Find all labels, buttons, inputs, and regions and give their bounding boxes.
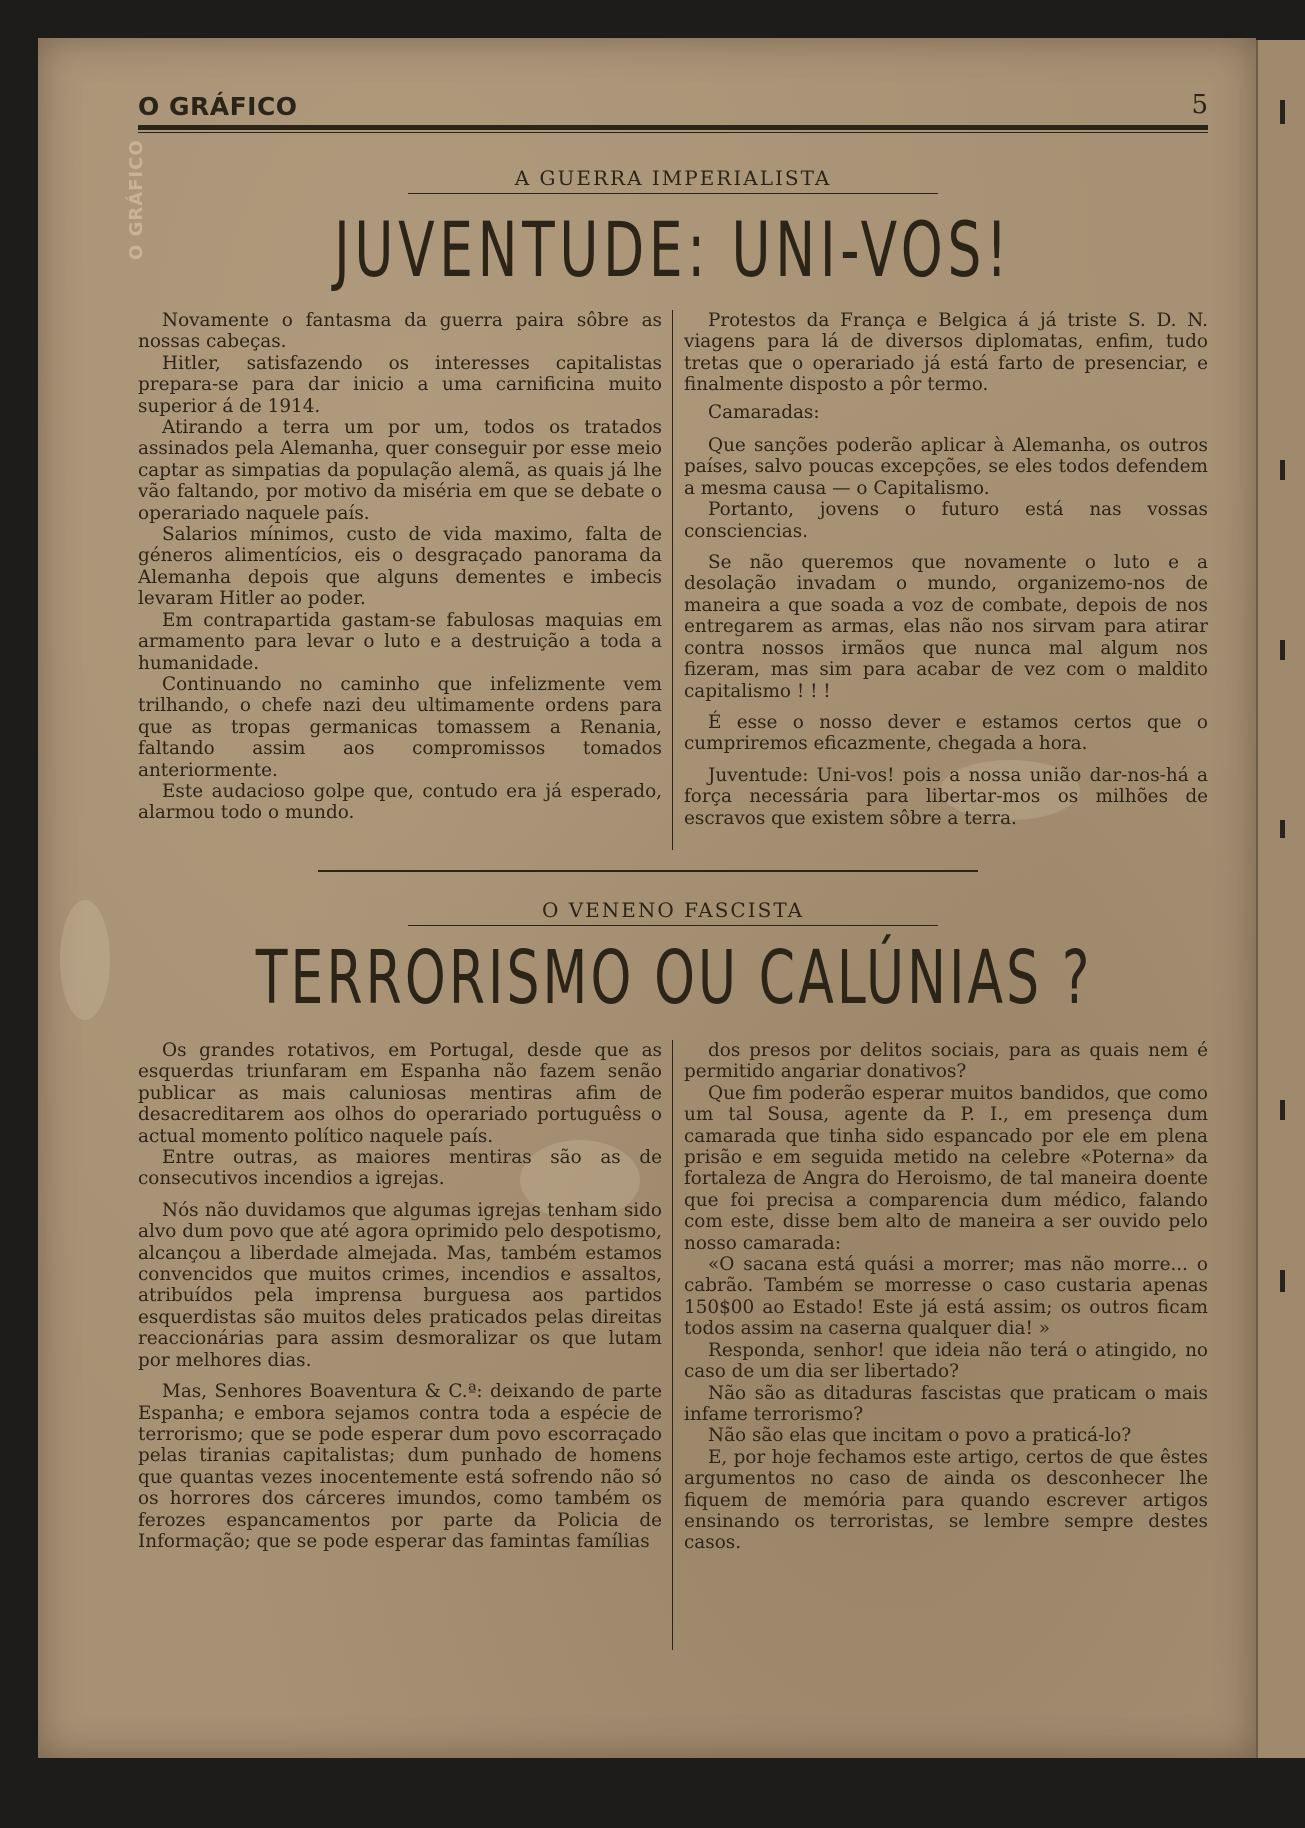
paragraph: E, por hoje fechamos este artigo, certos de que êstes argumentos no caso de ainda os desconhecer lhe fiquem de memória para quando escrever artigos ensinando os terroristas, se lembre sempre destes casos. bbox=[684, 1446, 1208, 1554]
paragraph: Entre outras, as maiores mentiras são as de consecutivos incendios a igrejas. bbox=[138, 1147, 662, 1190]
paragraph: Mas, Senhores Boaventura & C.ª: deixando de parte Espanha; e embora sejamos contra toda a espécie de terrorismo; que se pode esperar dum povo escorraçado pelas tiranias capitalistas; dum punhado de homens que quantas vezes inocentemente está sofrendo não só os horrores dos cárceres imundos, como também os ferozes espancamentos por parte da Policia de Informação; que se pode esperar das famintas famílias bbox=[138, 1381, 662, 1552]
article2-kicker: O VENENO FASCISTA bbox=[541, 898, 805, 922]
paragraph: Protestos da França e Belgica á já triste S. D. N. viagens para lá de diversos diplomatas, enfim, tudo tretas que o operariado já está farto de presenciar, e finalmente disposto a pôr termo. bbox=[684, 310, 1208, 396]
kicker-underline bbox=[408, 925, 938, 926]
article1-headline: JUVENTUDE: UNI-VOS! bbox=[333, 205, 1013, 294]
paragraph: Hitler, satisfazendo os interesses capitalistas prepara-se para dar inicio a uma carnificina muito superior á de 1914. bbox=[138, 352, 662, 417]
paragraph: Que sanções poderão aplicar à Alemanha, os outros países, salvo poucas excepções, se eles todos defendem a mesma causa — o Capitalismo. bbox=[684, 435, 1208, 499]
article2-left-column bbox=[138, 1040, 662, 1552]
paragraph: dos presos por delitos sociais, para as quais nem é permitido angariar donativos? bbox=[684, 1040, 1208, 1083]
paragraph: Responda, senhor! que ideia não terá o atingido, no caso de um dia ser libertado? bbox=[684, 1339, 1208, 1383]
paragraph: É esse o nosso dever e estamos certos que o cumpriremos eficazmente, chegada a hora. bbox=[684, 711, 1208, 755]
article1-kicker: A GUERRA IMPERIALISTA bbox=[514, 166, 832, 190]
paragraph: Este audacioso golpe que, contudo era já esperado, alarmou todo o mundo. bbox=[138, 780, 662, 824]
paragraph: Se não queremos que novamente o luto e a desolação invadam o mundo, organizemo-nos de maneira a que soada a voz de combate, depois de nos entregarem as armas, elas não nos sirvam para atirar contra nossos irmãos que nunca mal algum nos fizeram, mas sim para acabar de vez com o maldito capitalismo ! ! ! bbox=[684, 552, 1208, 702]
salutation: Camaradas: bbox=[708, 401, 820, 423]
paragraph: Atirando a terra um por um, todos os tratados assinados pela Alemanha, quer conseguir por esse meio captar as simpatias da população alemã, as quais já lhe vão faltando, por motivo da miséria em que se debate o operariado naquele país. bbox=[138, 417, 662, 524]
column-divider bbox=[672, 1040, 673, 1650]
page-number: 5 bbox=[1191, 90, 1208, 120]
masthead-title: O GRÁFICO bbox=[138, 92, 298, 121]
article2-right-column bbox=[684, 1040, 1208, 1554]
paragraph: Continuando no caminho que infelizmente vem trilhando, o chefe nazi deu ultimamente ordens para que as tropas germanicas tomassem a Renania, faltando assim aos compromissos tomados anteriormente. bbox=[138, 673, 662, 781]
paragraph: Portanto, jovens o futuro está nas vossas consciencias. bbox=[684, 499, 1208, 542]
paragraph: Não são elas que incitam o povo a praticá-lo? bbox=[708, 1425, 1132, 1447]
paragraph: Os grandes rotativos, em Portugal, desde que as esquerdas triunfaram em Espanha não fazem senão publicar as mais caluniosas mentiras afim de desacreditarem aos olhos do operariado portuguêss o actual momento político naquele país. bbox=[138, 1040, 662, 1147]
paper-stain bbox=[60, 900, 110, 1020]
adjacent-page-edge bbox=[1256, 40, 1305, 1758]
quote: «O sacana está quási a morrer; mas não morre... o cabrão. Também se morresse o caso custaria apenas 150$00 ao Estado! Este já está assim; os outros ficam todos assim na caserna qualquer dia! » bbox=[684, 1254, 1208, 1340]
paragraph: Juventude: Uni-vos! pois a nossa união dar-nos-há a força necessária para libertar-mos os milhões de escravos que existem sôbre a terra. bbox=[684, 764, 1208, 829]
paragraph: Salarios mínimos, custo de vida maximo, falta de géneros alimentícios, eis o desgraçado panorama da Alemanha depois que alguns dementes e imbecis levaram Hitler ao poder. bbox=[138, 524, 662, 610]
paragraph: Em contrapartida gastam-se fabulosas maquias em armamento para levar o luto e a destruição a toda a humanidade. bbox=[138, 609, 662, 674]
article2-headline: TERRORISMO OU CALÚNIAS ? bbox=[255, 935, 1093, 1021]
side-watermark-text: O GRÁFICO bbox=[126, 139, 147, 260]
paragraph: Nós não duvidamos que algumas igrejas tenham sido alvo dum povo que até agora oprimido pelo despotismo, alcançou a liberdade almejada. Mas, também estamos convencidos que muitos crimes, incendios e assaltos, atribuídos pela imprensa burguesa aos partidos esquerdistas são muitos deles praticados pelas direitas reaccionárias para assim desmoralizar os que lutam por melhores dias. bbox=[138, 1199, 662, 1371]
paragraph: Que fim poderão esperar muitos bandidos, que como um tal Sousa, agente da P. I., em presença dum camarada que tinha sido espancado por ele em plena prisão e em seguida metido na celebre «Poterna» da fortaleza de Angra do Heroismo, de tal maneira doente que foi precisa a comparencia dum médico, falando com este, disse bem alto de maneira a ser ouvido pelo nosso camarada: bbox=[684, 1082, 1208, 1254]
article-terrorismo bbox=[138, 0, 1208, 1828]
paragraph: Não são as ditaduras fascistas que praticam o mais infame terrorismo? bbox=[684, 1382, 1208, 1425]
paragraph: Novamente o fantasma da guerra paira sôbre as nossas cabeças. bbox=[138, 310, 662, 353]
